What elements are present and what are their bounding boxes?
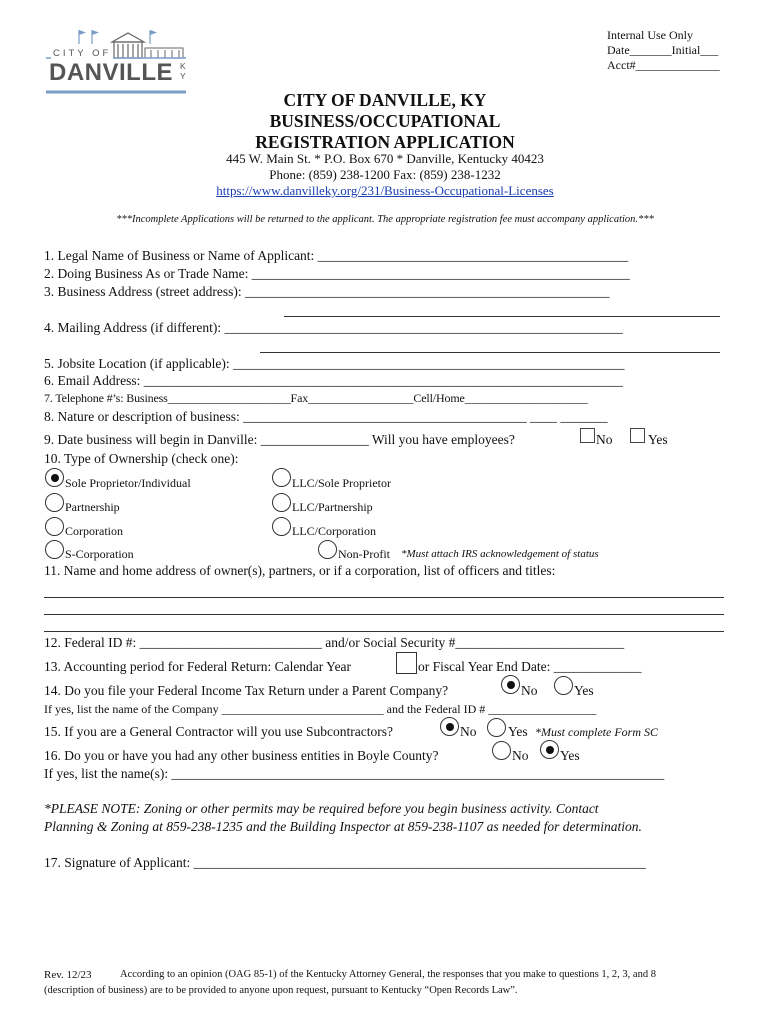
- incomplete-notice: ***Incomplete Applications will be returned to the applicant. The appropriate registration fee must accompany application.***: [116, 214, 654, 225]
- own-llc-sole-radio[interactable]: [272, 468, 291, 487]
- q11-line-2[interactable]: [44, 614, 724, 615]
- logo-city-of: CITY OF: [53, 48, 112, 59]
- own-sole-label: Sole Proprietor/Individual: [65, 476, 191, 490]
- q16-no-radio[interactable]: [492, 741, 511, 760]
- q14-company-name: If yes, list the name of the Company ___________________________ and the Federal ID # __________________: [44, 702, 597, 716]
- footer-text-1: According to an opinion (OAG 85-1) of the Kentucky Attorney General, the responses that you make to questions 1, 2, 3, and 8: [120, 969, 656, 980]
- q13-accounting-period: 13. Accounting period for Federal Return: Calendar Year: [44, 659, 352, 674]
- q9-date-employees: 9. Date business will begin in Danville: ________________ Will you have employees?: [44, 432, 515, 447]
- own-llc-partnership-radio[interactable]: [272, 493, 291, 512]
- own-llc-partnership-label: LLC/Partnership: [292, 500, 373, 514]
- own-scorp-label: S-Corporation: [65, 547, 134, 561]
- employees-yes-label: Yes: [648, 432, 668, 447]
- q7-telephone: 7. Telephone #’s: Business_____________________Fax__________________Cell/Home_____________________: [44, 391, 588, 405]
- q1-legal-name: 1. Legal Name of Business or Name of Applicant: ______________________________________________: [44, 248, 629, 263]
- own-partnership-label: Partnership: [65, 500, 120, 514]
- q14-parent-company: 14. Do you file your Federal Income Tax Return under a Parent Company?: [44, 683, 449, 698]
- q5-jobsite: 5. Jobsite Location (if applicable): __________________________________________________________: [44, 356, 625, 371]
- internal-acct: Acct#______________: [607, 58, 720, 72]
- q3-business-address: 3. Business Address (street address): ______________________________________________________: [44, 284, 610, 299]
- own-scorp-radio[interactable]: [45, 540, 64, 559]
- title-line-2: BUSINESS/OCCUPATIONAL: [269, 111, 501, 131]
- own-corporation-label: Corporation: [65, 524, 123, 538]
- website-link[interactable]: https://www.danvilleky.org/231/Business-Occupational-Licenses: [216, 183, 554, 198]
- logo-state: KY: [180, 61, 186, 81]
- q14-yes-label: Yes: [574, 683, 594, 698]
- q11-line-3[interactable]: [44, 631, 724, 632]
- nonprofit-note: *Must attach IRS acknowledgement of status: [401, 548, 599, 560]
- own-sole-radio[interactable]: [45, 468, 64, 487]
- own-llc-corporation-radio[interactable]: [272, 517, 291, 536]
- q4-mailing-address: 4. Mailing Address (if different): ___________________________________________________________: [44, 320, 623, 335]
- q11-line-1[interactable]: [44, 597, 724, 598]
- q16-other-entities: 16. Do you or have you had any other business entities in Boyle County?: [44, 748, 439, 763]
- q2-dba: 2. Doing Business As or Trade Name: ________________________________________________________: [44, 266, 630, 281]
- internal-use-label: Internal Use Only: [607, 28, 693, 42]
- q10-ownership: 10. Type of Ownership (check one):: [44, 451, 239, 466]
- employees-no-checkbox[interactable]: [580, 428, 595, 443]
- q3-extra-line[interactable]: [284, 316, 720, 317]
- own-llc-corporation-label: LLC/Corporation: [292, 524, 376, 538]
- q12-federal-id: 12. Federal ID #: ___________________________ and/or Social Security #_________________________: [44, 635, 625, 650]
- q4-extra-line[interactable]: [260, 352, 720, 353]
- own-llc-sole-label: LLC/Sole Proprietor: [292, 476, 391, 490]
- address-line: 445 W. Main St. * P.O. Box 670 * Danville, Kentucky 40423: [226, 151, 544, 166]
- q15-no-radio[interactable]: [440, 717, 459, 736]
- q11-owners: 11. Name and home address of owner(s), partners, or if a corporation, list of officers and titles:: [44, 563, 556, 578]
- q14-no-label: No: [521, 683, 538, 698]
- city-logo: [46, 28, 192, 96]
- q13-fiscal-year: or Fiscal Year End Date: _____________: [418, 659, 642, 674]
- q15-yes-radio[interactable]: [487, 718, 506, 737]
- calendar-year-checkbox[interactable]: [396, 652, 417, 674]
- please-note-line-2: Planning & Zoning at 859-238-1235 and the Building Inspector at 859-238-1107 as needed for determination.: [44, 819, 642, 834]
- q15-yes-label: Yes: [508, 724, 528, 739]
- own-corporation-radio[interactable]: [45, 517, 64, 536]
- q15-note: *Must complete Form SC: [535, 725, 658, 739]
- logo-name: DANVILLE: [49, 59, 173, 86]
- footer-text-2: (description of business) are to be provided to anyone upon request, pursuant to Kentucky “Open Records Law”.: [44, 985, 518, 996]
- q16-names: If yes, list the name(s): _________________________________________________________________________: [44, 766, 665, 781]
- internal-date-initial: Date_______Initial___: [607, 43, 719, 57]
- q15-subcontractors: 15. If you are a General Contractor will you use Subcontractors?: [44, 724, 394, 739]
- revision-label: Rev. 12/23: [44, 969, 92, 981]
- q14-no-radio[interactable]: [501, 675, 520, 694]
- q16-no-label: No: [512, 748, 529, 763]
- title-line-3: REGISTRATION APPLICATION: [255, 132, 515, 152]
- own-partnership-radio[interactable]: [45, 493, 64, 512]
- employees-yes-checkbox[interactable]: [630, 428, 645, 443]
- phone-line: Phone: (859) 238-1200 Fax: (859) 238-1232: [269, 167, 501, 182]
- q14-yes-radio[interactable]: [554, 676, 573, 695]
- employees-no-label: No: [596, 432, 613, 447]
- q16-yes-label: Yes: [560, 748, 580, 763]
- title-line-1: CITY OF DANVILLE, KY: [283, 90, 487, 110]
- please-note-line-1: *PLEASE NOTE: Zoning or other permits may be required before you begin business activity. Contact: [44, 801, 599, 816]
- q17-signature: 17. Signature of Applicant: ___________________________________________________________________: [44, 855, 646, 870]
- q6-email: 6. Email Address: _______________________________________________________________________: [44, 373, 623, 388]
- own-nonprofit-radio[interactable]: [318, 540, 337, 559]
- own-nonprofit-label: Non-Profit: [338, 547, 390, 561]
- q16-yes-radio[interactable]: [540, 740, 559, 759]
- q8-nature: 8. Nature or description of business: __________________________________________ ____ _______: [44, 409, 608, 424]
- q15-no-label: No: [460, 724, 477, 739]
